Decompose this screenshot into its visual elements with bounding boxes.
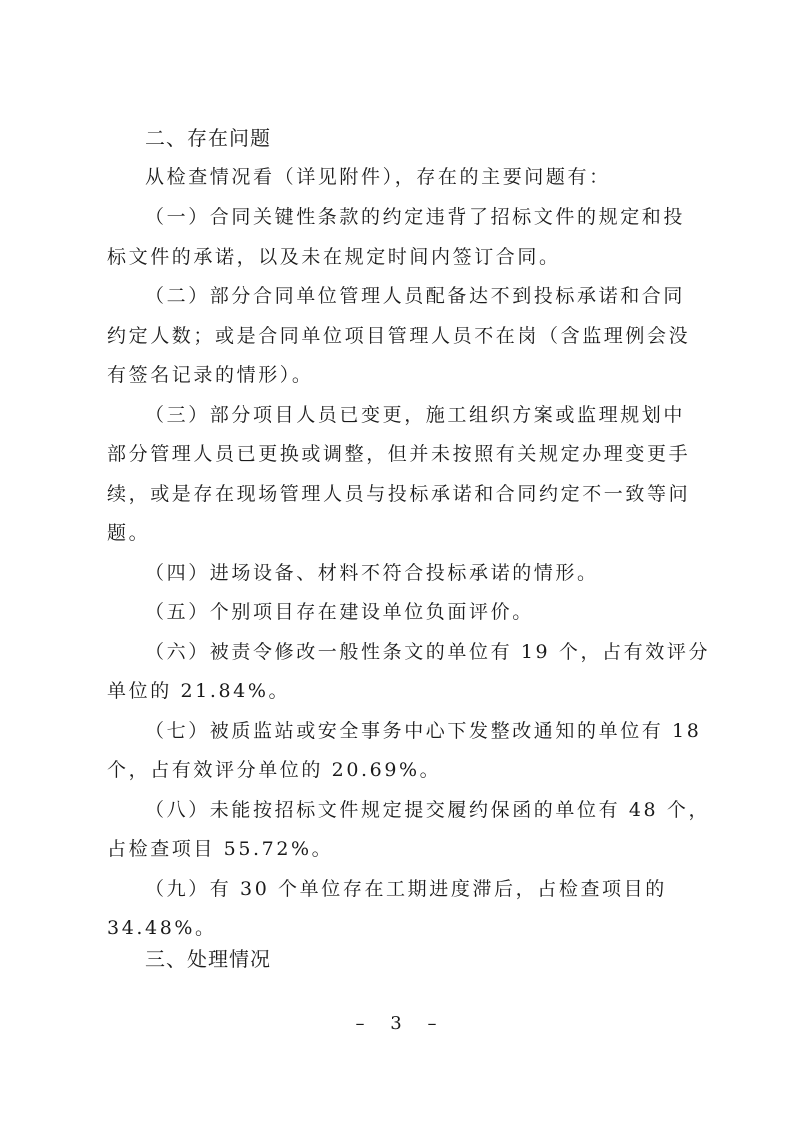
issue-item-7-line-1: （七）被质监站或安全事务中心下发整改通知的单位有 18 <box>145 720 702 742</box>
issue-item-3-line-2: 部分管理人员已更换或调整，但并未按照有关规定办理变更手 <box>107 443 691 465</box>
page-number: – 3 – <box>355 1013 447 1034</box>
issue-item-1-line-1: （一）合同关键性条款的约定违背了招标文件的规定和投 <box>145 206 686 228</box>
section-heading-issues: 二、存在问题 <box>145 126 271 150</box>
issue-item-4-line-1: （四）进场设备、材料不符合投标承诺的情形。 <box>145 562 599 584</box>
issue-item-5-line-1: （五）个别项目存在建设单位负面评价。 <box>145 601 534 623</box>
issue-item-8-line-2: 占检查项目 55.72%。 <box>107 838 334 860</box>
issue-item-2-line-2: 约定人数；或是合同单位项目管理人员不在岗（含监理例会没 <box>107 325 691 347</box>
issue-item-3-line-1: （三）部分项目人员已变更，施工组织方案或监理规划中 <box>145 404 686 426</box>
issue-item-2-line-3: 有签名记录的情形）。 <box>107 364 314 386</box>
issue-item-7-line-2: 个，占有效评分单位的 20.69%。 <box>107 759 442 781</box>
issue-item-1-line-2: 标文件的承诺，以及未在规定时间内签订合同。 <box>107 246 561 268</box>
issue-item-9-line-2: 34.48%。 <box>107 917 217 939</box>
section-intro: 从检查情况看（详见附件），存在的主要问题有： <box>145 166 611 188</box>
issue-item-3-line-4: 题。 <box>107 522 151 544</box>
issue-item-6-line-2: 单位的 21.84%。 <box>107 680 291 702</box>
issue-item-3-line-3: 续，或是存在现场管理人员与投标承诺和合同约定不一致等问 <box>107 483 691 505</box>
issue-item-6-line-1: （六）被责令修改一般性条文的单位有 19 个，占有效评分 <box>145 641 711 663</box>
issue-item-2-line-1: （二）部分合同单位管理人员配备达不到投标承诺和合同 <box>145 285 686 307</box>
issue-item-8-line-1: （八）未能按招标文件规定提交履约保函的单位有 48 个， <box>145 799 711 821</box>
section-heading-handling: 三、处理情况 <box>145 947 271 971</box>
issue-item-9-line-1: （九）有 30 个单位存在工期进度滞后，占检查项目的 <box>145 878 667 900</box>
